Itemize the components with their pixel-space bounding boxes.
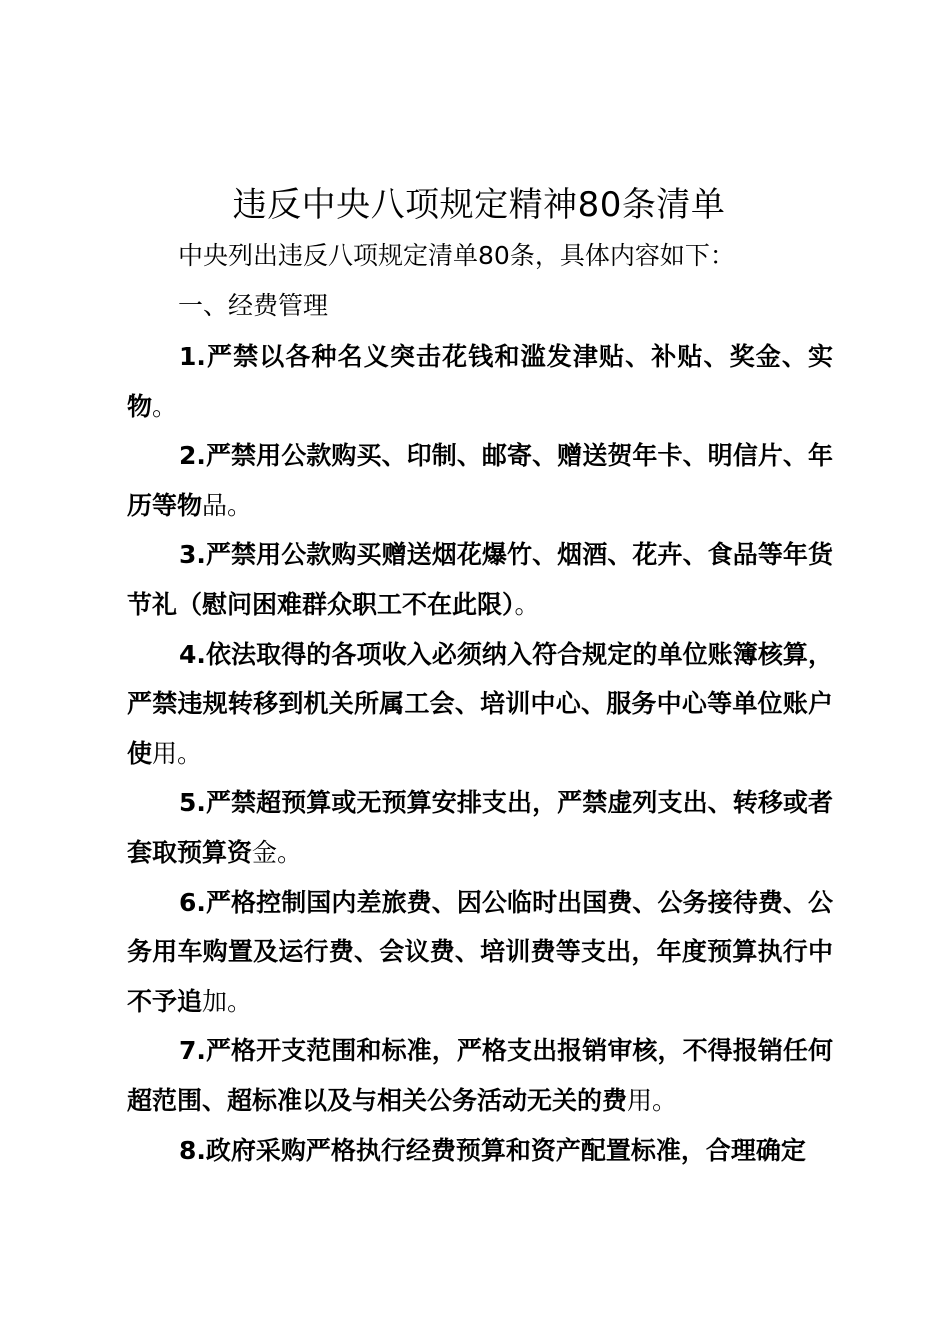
rule-text-tail: 金。 [252,837,303,867]
rule-item-3 [127,530,833,629]
rule-text: 7.严格开支范围和标准，严格支出报销审核，不得报销任何超范围、超标准以及与相关公务活动无关的费 [127,1036,833,1115]
rule-text-tail: 品。 [202,490,253,520]
rule-text: 5.严禁超预算或无预算安排支出，严禁虚列支出、转移或者套取预算资 [127,788,833,867]
rule-text: 6.严格控制国内差旅费、因公临时出国费、公务接待费、公务用车购置及运行费、会议费、培训费等支出，年度预算执行中不予追 [127,887,833,1016]
rule-item-8 [127,1126,833,1176]
rule-item-7 [127,1026,833,1125]
rule-text: 4.依法取得的各项收入必须纳入符合规定的单位账簿核算，严禁违规转移到机关所属工会、培训中心、服务中心等单位账户使 [127,639,833,768]
rule-text: 8.政府采购严格执行经费预算和资产配置标准，合理确定 [179,1135,806,1165]
document-title: 违反中央八项规定精神80条清单 [232,185,726,225]
rule-text-tail: 。 [152,391,178,421]
rule-text: 3.严禁用公款购买赠送烟花爆竹、烟酒、花卉、食品等年货节礼（慰问困难群众职工不在此限） [127,540,833,619]
rule-text: 2.严禁用公款购买、印制、邮寄、赠送贺年卡、明信片、年历等物 [127,441,833,520]
rule-text: 1.严禁以各种名义突击花钱和滥发津贴、补贴、奖金、实物 [127,342,833,421]
rule-list [127,332,833,1175]
rule-item-5 [127,778,833,877]
rule-text-tail: 用。 [152,738,203,768]
rule-item-1 [127,332,833,431]
rule-text-tail: 加。 [202,986,253,1016]
rule-item-2 [127,431,833,530]
section-heading: 一、经费管理 [178,291,329,320]
intro-paragraph: 中央列出违反八项规定清单80条，具体内容如下： [178,241,735,270]
rule-item-6 [127,878,833,1027]
rule-text-tail: 用。 [627,1085,678,1115]
rule-item-4 [127,630,833,779]
rule-text-tail: 。 [514,589,540,619]
